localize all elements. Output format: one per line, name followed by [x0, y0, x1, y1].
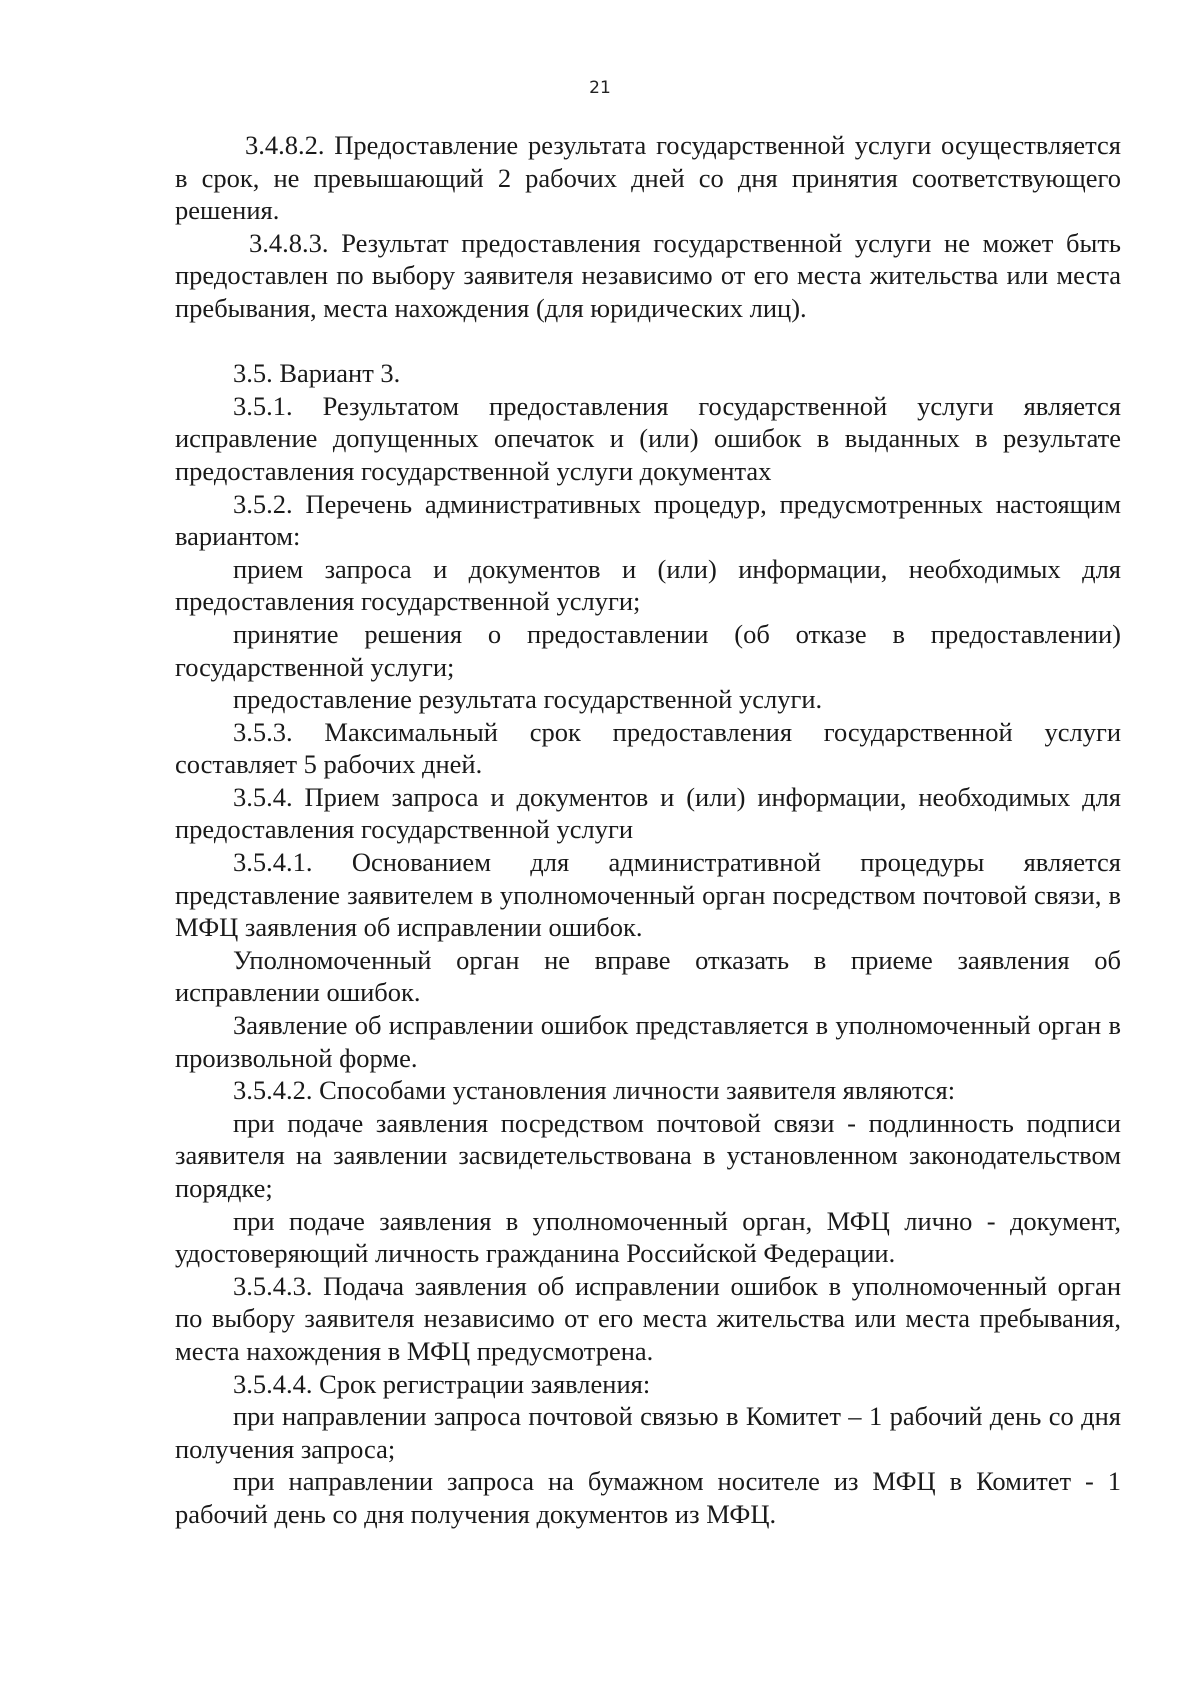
paragraph-3-4-8-3: 3.4.8.3. Результат предоставления государственной услуги не может быть предоставлен по выбору заявителя независимо от его места жительства или места пребывания, места нахождения (для юридических лиц). — [175, 227, 1121, 323]
list-item-procedure-1: прием запроса и документов и (или) информации, необходимых для предоставления государственной услуги; — [175, 553, 1121, 617]
list-item-in-person: при подаче заявления в уполномоченный орган, МФЦ лично - документ, удостоверяющий личность гражданина Российской Федерации. — [175, 1205, 1121, 1269]
list-item-postal: при подаче заявления посредством почтовой связи - подлинность подписи заявителя на заявлении засвидетельствована в установленном законодательством порядке; — [175, 1107, 1121, 1203]
paragraph-3-5-3: 3.5.3. Максимальный срок предоставления государственной услуги составляет 5 рабочих дней. — [175, 716, 1121, 780]
paragraph-3-5-1: 3.5.1. Результатом предоставления государственной услуги является исправление допущенных опечаток и (или) ошибок в выданных в результате предоставления государственной услуги документах — [175, 390, 1121, 486]
paragraph-spacer — [175, 325, 1121, 358]
paragraph-3-5-4-3: 3.5.4.3. Подача заявления об исправлении ошибок в уполномоченный орган по выбору заявителя независимо от его места жительства или места пребывания, места нахождения в МФЦ предусмотрена. — [175, 1270, 1121, 1366]
paragraph-3-5-4-1: 3.5.4.1. Основанием для административной процедуры является представление заявителем в уполномоченный орган посредством почтовой связи, в МФЦ заявления об исправлении ошибок. — [175, 847, 1121, 943]
paragraph-3-5-4: 3.5.4. Прием запроса и документов и (или) информации, необходимых для предоставления государственной услуги — [175, 781, 1121, 845]
list-item-procedure-2: принятие решения о предоставлении (об отказе в предоставлении) государственной услуги; — [175, 618, 1121, 682]
section-heading-3-5: 3.5. Вариант 3. — [233, 358, 401, 389]
list-item-mfc-registration: при направлении запроса на бумажном носителе из МФЦ в Комитет - 1 рабочий день со дня получения документов из МФЦ. — [175, 1466, 1121, 1529]
list-item-postal-registration: при направлении запроса почтовой связью в Комитет – 1 рабочий день со дня получения запроса; — [175, 1401, 1121, 1464]
paragraph-free-form: Заявление об исправлении ошибок представляется в уполномоченный орган в произвольной форме. — [175, 1010, 1121, 1073]
page-number: 21 — [589, 78, 611, 98]
paragraph-3-5-4-2: 3.5.4.2. Способами установления личности заявителя являются: — [233, 1075, 956, 1106]
paragraph-3-4-8-2: 3.4.8.2. Предоставление результата государственной услуги осуществляется в срок, не превышающий 2 рабочих дней со дня принятия соответствующего решения. — [175, 130, 1121, 226]
paragraph-no-refusal: Уполномоченный орган не вправе отказать в приеме заявления об исправлении ошибок. — [175, 944, 1121, 1008]
paragraph-3-5-4-4: 3.5.4.4. Срок регистрации заявления: — [233, 1368, 651, 1399]
document-body — [175, 129, 1121, 1531]
paragraph-3-5-2: 3.5.2. Перечень административных процедур, предусмотренных настоящим вариантом: — [175, 488, 1121, 552]
list-item-procedure-3: предоставление результата государственной услуги. — [233, 684, 823, 715]
